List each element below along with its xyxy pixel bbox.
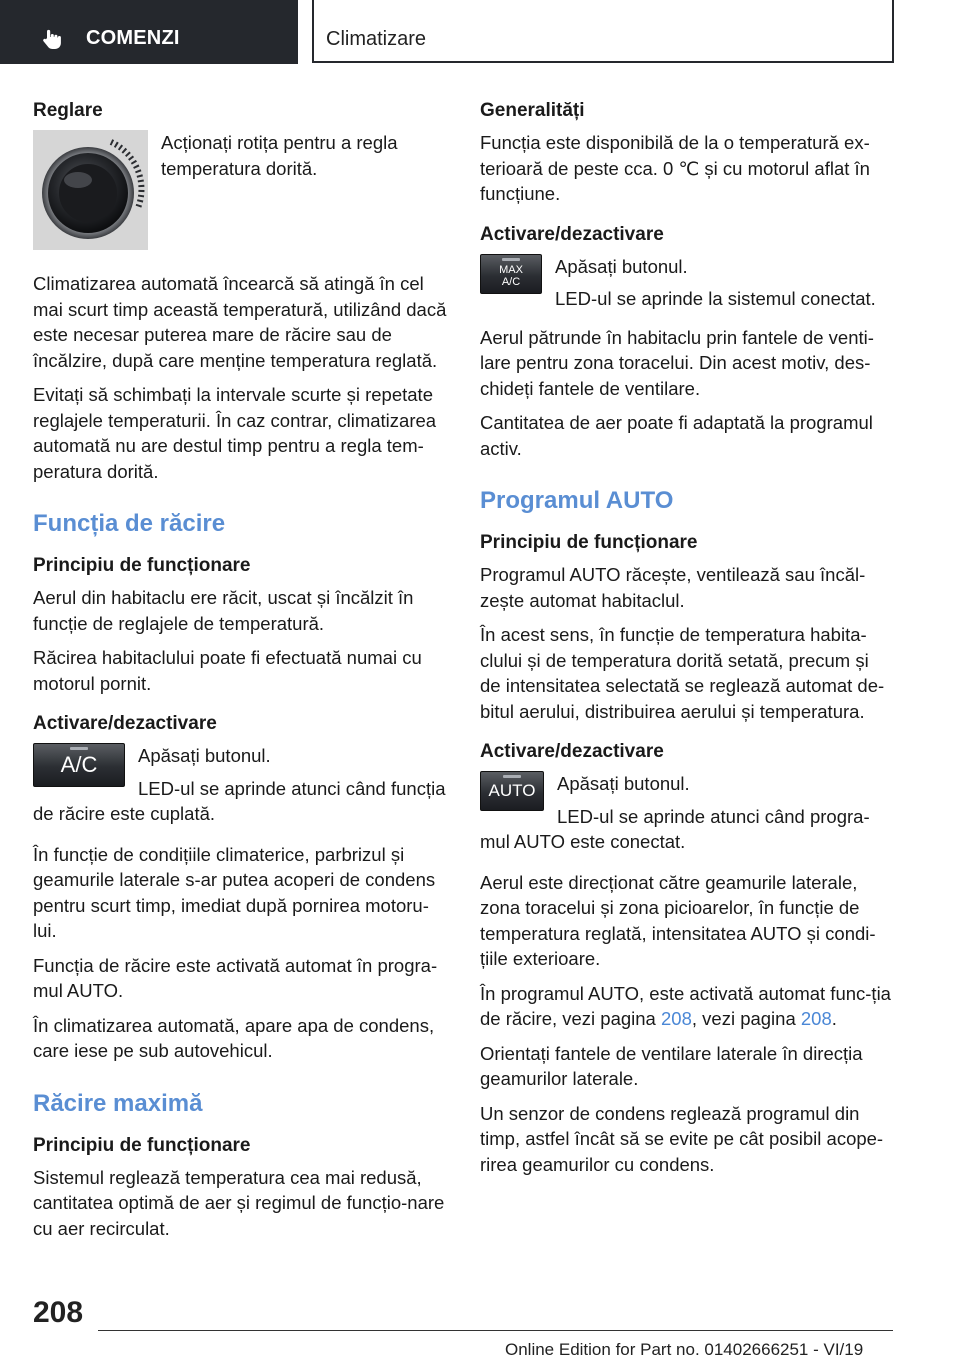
temperature-knob-icon <box>33 130 148 250</box>
racire-principiu-heading: Principiu de funcționare <box>33 555 251 576</box>
ac-button-label: A/C <box>60 752 98 777</box>
reglare-figure-row <box>33 130 447 255</box>
led-indicator <box>503 775 521 778</box>
left-column <box>33 98 447 1250</box>
auto-p4-text-c: . <box>831 1008 837 1029</box>
auto-led-line-2: mul AUTO este conectat. <box>480 831 686 852</box>
max-principiu-paragraph: Sistemul reglează temperatura cea mai redusă, cantitatea optimă de aer și regimul de funcțio‐nare cu aer recirculat. <box>33 1166 445 1239</box>
footer-divider <box>98 1330 893 1331</box>
max-button-line-2: A/C <box>501 275 521 288</box>
auto-paragraph-1: Programul AUTO răcește, ventilează sau încăl‐zește automat habitaclul. <box>480 564 866 611</box>
max-button-line-1: MAX <box>499 263 523 276</box>
max-press-instruction: Apăsați butonul. <box>555 255 688 277</box>
reglare-paragraph-1: Climatizarea automată încearcă să atingă în cel mai scurt timp această temperatură, utilizând dacă este necesar puterea mare de răcire sau de încălzire, după care menține temperatura reglată. <box>33 273 447 371</box>
max-ac-figure-row <box>480 254 894 319</box>
racire-activare-heading: Activare/dezactivare <box>33 713 217 734</box>
reglare-heading: Reglare <box>33 100 103 121</box>
racire-principiu-paragraph-2: Răcirea habitaclului poate fi efectuată numai cu motorul pornit. <box>33 647 422 694</box>
racire-maxima-heading: Răcire maximă <box>33 1089 203 1117</box>
generalitati-heading: Generalități <box>480 100 585 121</box>
auto-paragraph-3: Aerul este direcționat către geamurile laterale, zona toracelui și zona picioarelor, în funcție de temperatura reglată, intensitatea AUTO și condi‐țiile exterioare. <box>480 871 876 969</box>
auto-button-label: AUTO <box>488 781 536 800</box>
auto-paragraph-2: În acest sens, în funcție de temperatura habita‐clului și de temperatura dorită setată, precum și de intensitatea selectată se reglează automat de‐bitul aerului, distribuirea aerului și temperatura. <box>480 624 885 722</box>
auto-principiu-heading: Principiu de funcționare <box>480 532 698 553</box>
max-led-text: LED-ul se aprinde la sistemul conectat. <box>555 288 876 309</box>
edition-note: Online Edition for Part no. 01402666251 - VI/19 <box>505 1340 864 1359</box>
racire-principiu-paragraph-1: Aerul din habitaclu ere răcit, uscat și încălzit în funcție de reglajele de temperatură. <box>33 587 414 634</box>
auto-button-image <box>480 771 544 811</box>
auto-p4-text-a: În programul AUTO, este activată automat func‐ția de răcire, vezi pagina <box>480 982 891 1029</box>
auto-led-line-1: LED-ul se aprinde atunci când progra‐ <box>557 805 870 827</box>
chapter-label: COMENZI <box>86 27 180 49</box>
ac-press-instruction: Apăsați butonul. <box>138 745 271 766</box>
ac-led-line-2: de răcire este cuplată. <box>33 803 216 824</box>
condens-paragraph-1: În funcție de condițiile climaterice, parbrizul și geamurile laterale s-ar putea acoperi de condens pentru scurt timp, imediat după pornirea motoru‐lui. <box>33 843 436 941</box>
page-link-208-second[interactable]: 208 <box>800 1008 832 1029</box>
max-paragraph-2: Cantitatea de aer poate fi adaptată la programul activ. <box>480 412 873 459</box>
temperature-knob-image <box>33 130 148 255</box>
page-number: 208 <box>33 1296 84 1329</box>
ac-led-line-1: LED-ul se aprinde atunci când funcția <box>138 777 446 799</box>
condens-paragraph-3: În climatizarea automată, apare apa de condens, care iese pe sub autovehicul. <box>33 1014 435 1061</box>
page-link-208[interactable]: 208 <box>661 1008 692 1029</box>
auto-press-instruction: Apăsați butonul. <box>557 773 690 794</box>
racire-heading: Funcția de răcire <box>33 510 226 537</box>
max-principiu-heading: Principiu de funcționare <box>33 1134 251 1156</box>
auto-paragraph-4 <box>480 981 894 1032</box>
auto-paragraph-5: Orientați fantele de ventilare laterale în direcția geamurilor laterale. <box>480 1042 863 1089</box>
auto-paragraph-6: Un senzor de condens reglează programul din timp, astfel încât să se evite pe cât posibil acope‐rirea geamurilor cu condens. <box>480 1102 884 1175</box>
auto-p4-text-b: , vezi pagina <box>691 1008 801 1029</box>
reglare-paragraph-2: Evitați să schimbați la intervale scurte și repetate reglajele temperaturii. În caz contrar, climatizarea automată nu are destul timp pentru a regla tem‐peratura dorită. <box>33 384 437 482</box>
section-header <box>312 0 894 63</box>
auto-activare-heading: Activare/dezactivare <box>480 741 664 762</box>
generalitati-paragraph: Funcția este disponibilă de la o temperatură ex‐terioară de peste cca. 0 ℃ și cu motorul aflat în funcțiune. <box>480 132 870 204</box>
reglare-instruction: Acționați rotița pentru a regla temperatura dorită. <box>161 132 398 179</box>
ac-figure-row <box>33 743 447 801</box>
right-column <box>480 98 894 1186</box>
max-ac-button-image <box>480 254 542 294</box>
max-paragraph-1: Aerul pătrunde în habitaclu prin fantele de venti‐lare pentru zona toracelui. Din acest motiv, des‐chideți fantele de ventilare. <box>480 326 874 399</box>
chapter-tab <box>0 0 298 64</box>
ac-button-image <box>33 743 125 787</box>
program-auto-heading: Programul AUTO <box>480 487 674 514</box>
hand-pointer-icon <box>40 27 64 51</box>
section-label: Climatizare <box>326 28 427 50</box>
auto-figure-row <box>480 771 894 829</box>
condens-paragraph-2: Funcția de răcire este activată automat în progra‐mul AUTO. <box>33 954 438 1001</box>
led-indicator <box>502 258 520 261</box>
led-indicator <box>70 747 88 750</box>
max-activare-heading: Activare/dezactivare <box>480 223 664 245</box>
